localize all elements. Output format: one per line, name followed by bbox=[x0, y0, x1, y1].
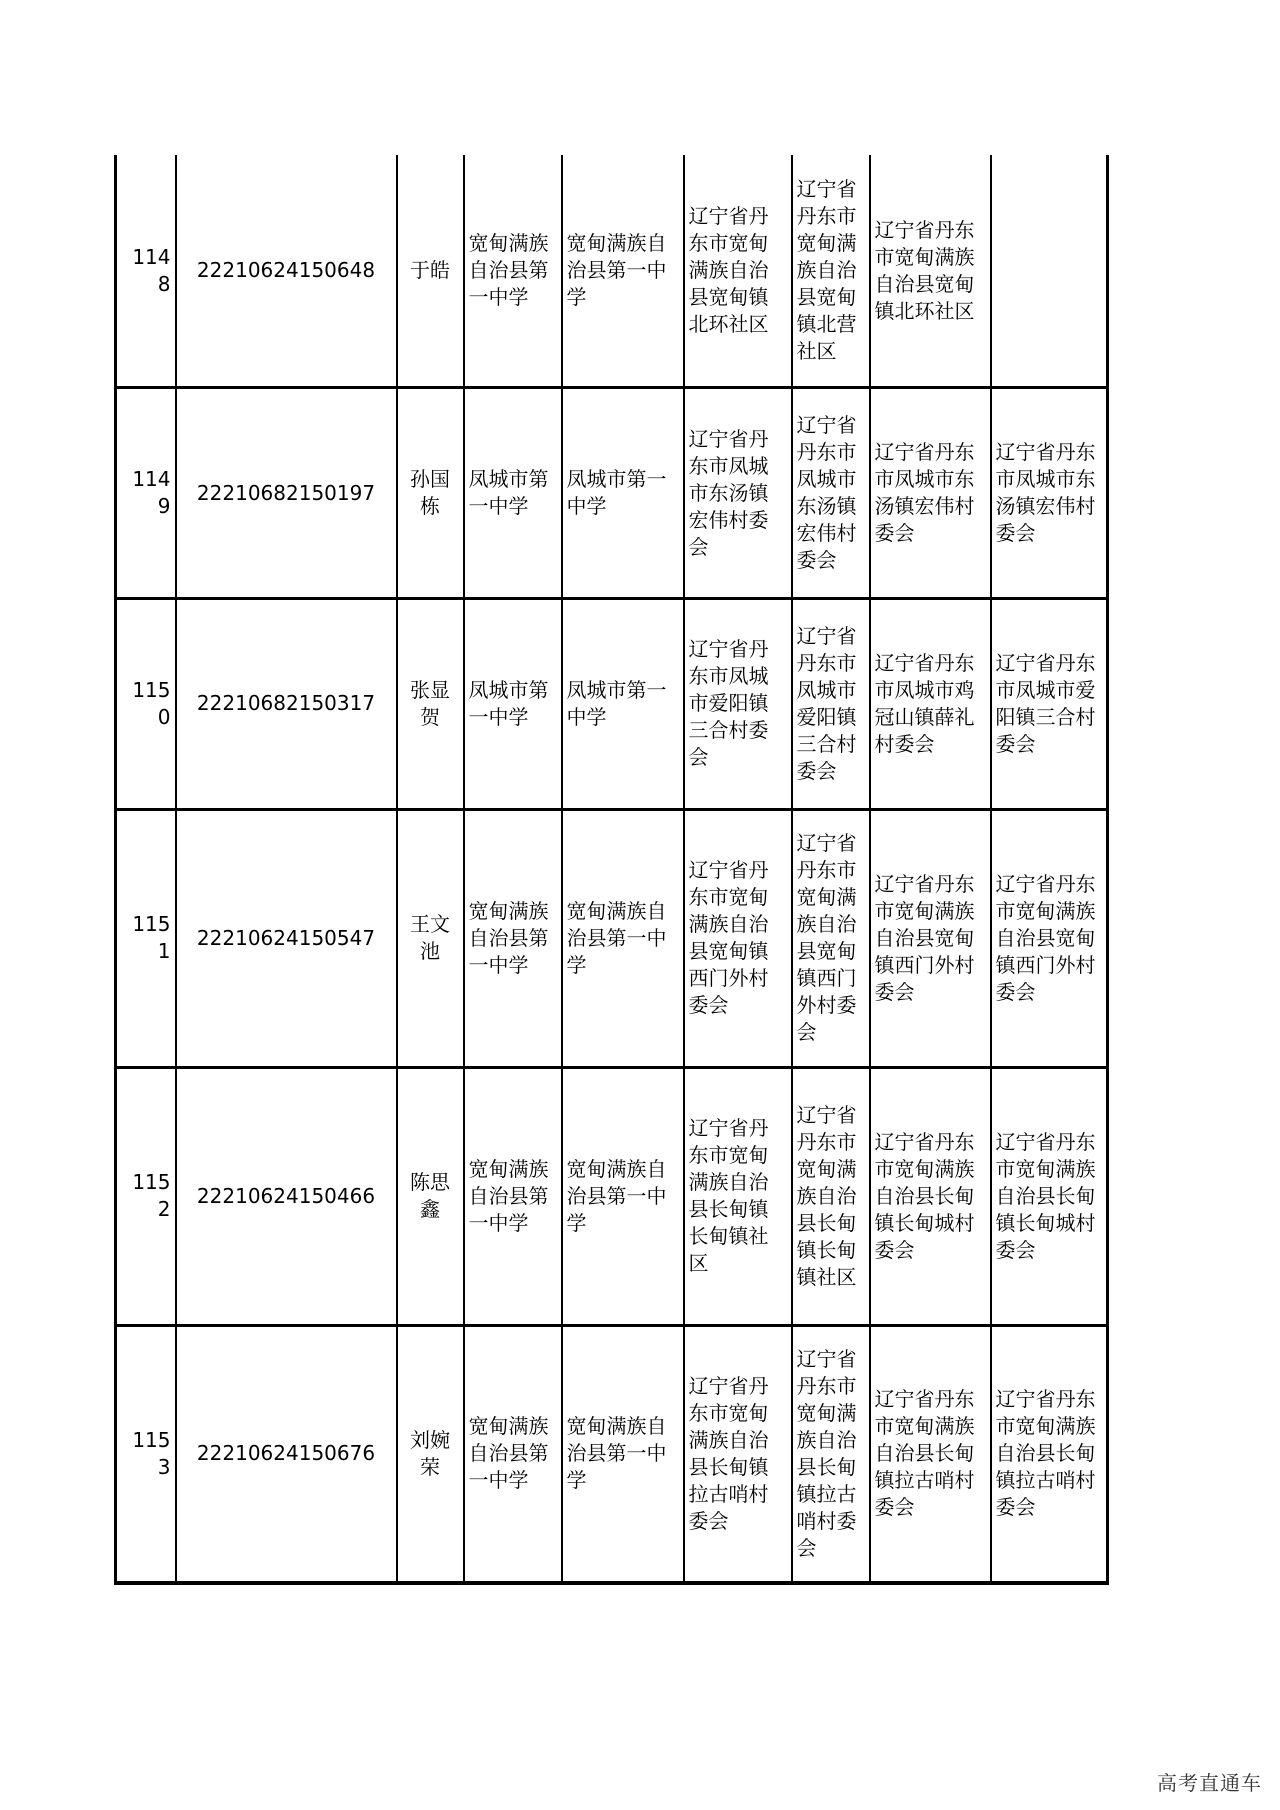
address-cell: 辽宁省丹东市宽甸满族自治县长甸镇长甸镇社区 bbox=[684, 1067, 792, 1325]
address-cell: 辽宁省丹东市宽甸满族自治县长甸镇长甸城村委会 bbox=[991, 1067, 1108, 1325]
roster-table bbox=[114, 155, 1109, 1585]
address-cell: 辽宁省丹东市宽甸满族自治县长甸镇拉古哨村委会 bbox=[991, 1325, 1108, 1583]
address-cell: 辽宁省丹东市宽甸满族自治县长甸镇拉古哨村委会 bbox=[792, 1325, 870, 1583]
student-name: 陈思鑫 bbox=[397, 1067, 464, 1325]
address-cell: 辽宁省丹东市宽甸满族自治县宽甸镇北环社区 bbox=[870, 155, 991, 388]
row-index: 1151 bbox=[116, 809, 176, 1067]
address-cell: 辽宁省丹东市凤城市东汤镇宏伟村委会 bbox=[684, 388, 792, 599]
student-name: 刘婉荣 bbox=[397, 1325, 464, 1583]
student-name: 于皓 bbox=[397, 155, 464, 388]
school-cell: 宽甸满族自治县第一中学 bbox=[464, 1325, 562, 1583]
roster-body bbox=[116, 155, 1108, 1583]
address-cell: 辽宁省丹东市宽甸满族自治县宽甸镇西门外村委会 bbox=[684, 809, 792, 1067]
row-index: 1153 bbox=[116, 1325, 176, 1583]
address-cell: 辽宁省丹东市宽甸满族自治县宽甸镇西门外村委会 bbox=[870, 809, 991, 1067]
table-row bbox=[116, 155, 1108, 388]
table-row bbox=[116, 599, 1108, 810]
student-name: 孙国栋 bbox=[397, 388, 464, 599]
school-cell: 宽甸满族自治县第一中学 bbox=[562, 1067, 684, 1325]
table-row bbox=[116, 809, 1108, 1067]
roster-sheet bbox=[114, 155, 1106, 1585]
school-cell: 宽甸满族自治县第一中学 bbox=[464, 1067, 562, 1325]
school-cell: 凤城市第一中学 bbox=[464, 599, 562, 810]
school-cell: 凤城市第一中学 bbox=[562, 388, 684, 599]
address-cell: 辽宁省丹东市宽甸满族自治县长甸镇长甸城村委会 bbox=[870, 1067, 991, 1325]
student-name: 张显贺 bbox=[397, 599, 464, 810]
school-cell: 宽甸满族自治县第一中学 bbox=[562, 155, 684, 388]
address-cell: 辽宁省丹东市凤城市爱阳镇三合村委会 bbox=[684, 599, 792, 810]
address-cell: 辽宁省丹东市宽甸满族自治县长甸镇长甸镇社区 bbox=[792, 1067, 870, 1325]
row-index: 1148 bbox=[116, 155, 176, 388]
address-cell: 辽宁省丹东市凤城市爱阳镇三合村委会 bbox=[792, 599, 870, 810]
table-row bbox=[116, 1067, 1108, 1325]
address-cell: 辽宁省丹东市宽甸满族自治县长甸镇拉古哨村委会 bbox=[684, 1325, 792, 1583]
watermark: 高考直通车 bbox=[1157, 1771, 1262, 1795]
exam-number: 22210624150466 bbox=[176, 1067, 397, 1325]
address-cell bbox=[991, 155, 1108, 388]
address-cell: 辽宁省丹东市宽甸满族自治县宽甸镇北营社区 bbox=[792, 155, 870, 388]
exam-number: 22210624150676 bbox=[176, 1325, 397, 1583]
row-index: 1150 bbox=[116, 599, 176, 810]
school-cell: 凤城市第一中学 bbox=[562, 599, 684, 810]
address-cell: 辽宁省丹东市凤城市东汤镇宏伟村委会 bbox=[792, 388, 870, 599]
address-cell: 辽宁省丹东市宽甸满族自治县宽甸镇西门外村委会 bbox=[792, 809, 870, 1067]
school-cell: 宽甸满族自治县第一中学 bbox=[464, 809, 562, 1067]
student-name: 王文池 bbox=[397, 809, 464, 1067]
row-index: 1152 bbox=[116, 1067, 176, 1325]
address-cell: 辽宁省丹东市凤城市东汤镇宏伟村委会 bbox=[870, 388, 991, 599]
address-cell: 辽宁省丹东市凤城市鸡冠山镇薛礼村委会 bbox=[870, 599, 991, 810]
exam-number: 22210682150317 bbox=[176, 599, 397, 810]
school-cell: 凤城市第一中学 bbox=[464, 388, 562, 599]
address-cell: 辽宁省丹东市凤城市爱阳镇三合村委会 bbox=[991, 599, 1108, 810]
school-cell: 宽甸满族自治县第一中学 bbox=[562, 809, 684, 1067]
address-cell: 辽宁省丹东市宽甸满族自治县宽甸镇西门外村委会 bbox=[991, 809, 1108, 1067]
address-cell: 辽宁省丹东市凤城市东汤镇宏伟村委会 bbox=[991, 388, 1108, 599]
address-cell: 辽宁省丹东市宽甸满族自治县长甸镇拉古哨村委会 bbox=[870, 1325, 991, 1583]
school-cell: 宽甸满族自治县第一中学 bbox=[562, 1325, 684, 1583]
exam-number: 22210624150547 bbox=[176, 809, 397, 1067]
table-row bbox=[116, 1325, 1108, 1583]
exam-number: 22210682150197 bbox=[176, 388, 397, 599]
exam-number: 22210624150648 bbox=[176, 155, 397, 388]
row-index: 1149 bbox=[116, 388, 176, 599]
address-cell: 辽宁省丹东市宽甸满族自治县宽甸镇北环社区 bbox=[684, 155, 792, 388]
school-cell: 宽甸满族自治县第一中学 bbox=[464, 155, 562, 388]
table-row bbox=[116, 388, 1108, 599]
